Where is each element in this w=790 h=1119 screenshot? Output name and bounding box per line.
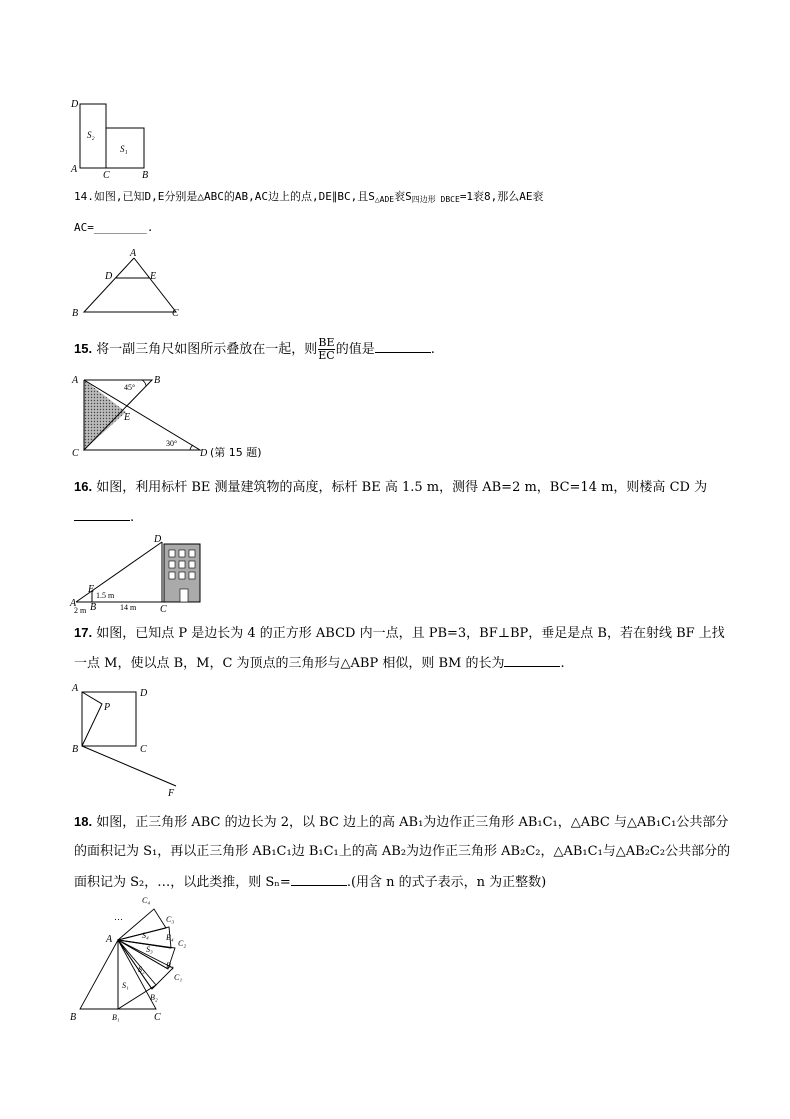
q15-number: 15. <box>74 341 93 356</box>
label-30deg: 30° <box>166 439 178 448</box>
q15-frac-bottom: EC <box>318 349 335 362</box>
question-18 <box>74 813 734 832</box>
question-16-line2 <box>74 508 734 527</box>
label-C: C <box>72 448 79 459</box>
label-S3: S₃ <box>146 945 153 954</box>
figure-13 <box>70 96 180 181</box>
q15-frac-top: BE <box>318 336 335 349</box>
question-17-line2 <box>74 654 734 673</box>
label-B: B <box>90 602 97 613</box>
figure-14 <box>72 250 192 320</box>
label-14m: 14 m <box>120 603 137 612</box>
label-C4: C₄ <box>142 896 151 905</box>
q17-answer-blank[interactable] <box>504 654 560 667</box>
label-D: D <box>105 271 113 282</box>
label-B: B <box>70 1012 77 1023</box>
label-D: D <box>140 688 148 699</box>
question-16 <box>74 478 734 497</box>
q15-end: . <box>430 342 435 357</box>
question-18-line2: 的面积记为 S₁，再以正三角形 AB₁C₁边 B₁C₁上的高 AB₂为边作正三角形 AB₂C₂，△AB₁C₁与△AB₂C₂公共部分的 <box>74 844 731 859</box>
label-F: F <box>168 788 175 799</box>
label-A: A <box>106 934 113 945</box>
label-A: A <box>130 248 137 259</box>
question-14-line2: AC=________. <box>74 221 154 234</box>
figure-18 <box>70 896 210 1026</box>
label-A: A <box>72 375 79 386</box>
label-C: C <box>103 170 110 181</box>
label-A: A <box>71 164 78 175</box>
q18-line3-b: .(用含 n 的式子表示，n 为正整数) <box>346 875 547 890</box>
label-E: E <box>150 271 157 282</box>
label-C: C <box>172 308 179 319</box>
label-1.5m: 1.5 m <box>96 591 115 600</box>
label-C1: C₁ <box>174 973 183 982</box>
label-45deg: 45° <box>124 383 136 392</box>
label-B: B <box>72 308 79 319</box>
question-14 <box>74 188 734 209</box>
figure-16 <box>70 534 210 614</box>
q17-number: 17. <box>74 625 93 640</box>
q14-text-a: 14.如图,已知D,E分别是△ABC的AB,AC边上的点,DE∥BC,且S <box>74 190 375 203</box>
q18-number: 18. <box>74 814 93 829</box>
q16-number: 16. <box>74 479 93 494</box>
label-B: B <box>142 170 149 181</box>
label-D: D <box>200 448 208 459</box>
label-S1: S₁ <box>122 981 129 990</box>
q14-mid: 衮S <box>394 190 412 203</box>
label-D: D <box>71 99 79 110</box>
label-C: C <box>140 744 147 755</box>
q15-text-b: 的值是 <box>335 342 375 357</box>
label-S2: S₂ <box>87 130 95 140</box>
figure-17 <box>72 683 192 799</box>
q15-fraction <box>318 337 334 362</box>
label-B4: B₄ <box>166 933 174 942</box>
q17-line2: 一点 M，使以点 B，M，C 为顶点的三角形与△ABP 相似，则 BM 的长为 <box>74 656 505 671</box>
q15-text-a: 将一副三角尺如图所示叠放在一起，则 <box>96 342 318 357</box>
label-C: C <box>154 1012 161 1023</box>
q17-line1: 如图，已知点 P 是边长为 4 的正方形 ABCD 内一点，且 PB=3，BF⊥BP，垂足是点 B，若在射线 BF 上找 <box>96 626 725 641</box>
q18-line1: 如图，正三角形 ABC 的边长为 2，以 BC 边上的高 AB₁为边作正三角形 AB₁C₁，△ABC 与△AB₁C₁公共部分 <box>96 815 729 830</box>
label-S2: S₂ <box>138 965 145 974</box>
q16-answer-blank[interactable] <box>74 508 130 521</box>
label-C: C <box>160 604 167 615</box>
label-2m: 2 m <box>74 606 87 615</box>
q14-text-b: =1衮8,那么AE衮 <box>459 190 544 203</box>
question-18-line3 <box>74 873 734 892</box>
label-C2: C₂ <box>178 939 187 948</box>
label-C3: C₃ <box>166 915 175 924</box>
q16-text: 如图，利用标杆 BE 测量建筑物的高度，标杆 BE 高 1.5 m，测得 AB=2 m，BC=14 m，则楼高 CD 为 <box>96 480 708 495</box>
label-E: E <box>88 584 95 595</box>
question-17 <box>74 624 734 643</box>
label-B: B <box>72 744 79 755</box>
label-E: E <box>124 412 131 423</box>
q16-end: . <box>130 510 135 525</box>
q15-answer-blank[interactable] <box>375 340 431 353</box>
label-S1: S₁ <box>120 144 128 154</box>
figure-15-caption: (第 15 题) <box>210 446 262 459</box>
label-B: B <box>154 375 161 386</box>
figure-15 <box>72 372 272 462</box>
q17-end: . <box>560 656 565 671</box>
label-B2: B₂ <box>150 993 158 1002</box>
q14-sub1: △ADE <box>374 195 395 204</box>
q18-line3-a: 面积记为 S₂，…，以此类推，则 Sₙ= <box>74 875 291 890</box>
question-15 <box>74 334 734 364</box>
label-P: P <box>104 702 111 713</box>
label-ellipsis: … <box>114 912 123 922</box>
label-B1: B₁ <box>112 1013 120 1022</box>
label-A: A <box>70 598 77 609</box>
label-D: D <box>154 534 162 545</box>
label-S4: S₄ <box>142 931 149 940</box>
q14-sub2: 四边形 DBCE <box>411 195 460 204</box>
q18-answer-blank[interactable] <box>291 873 347 886</box>
label-B3: B₃ <box>166 961 174 970</box>
label-A: A <box>72 683 79 694</box>
